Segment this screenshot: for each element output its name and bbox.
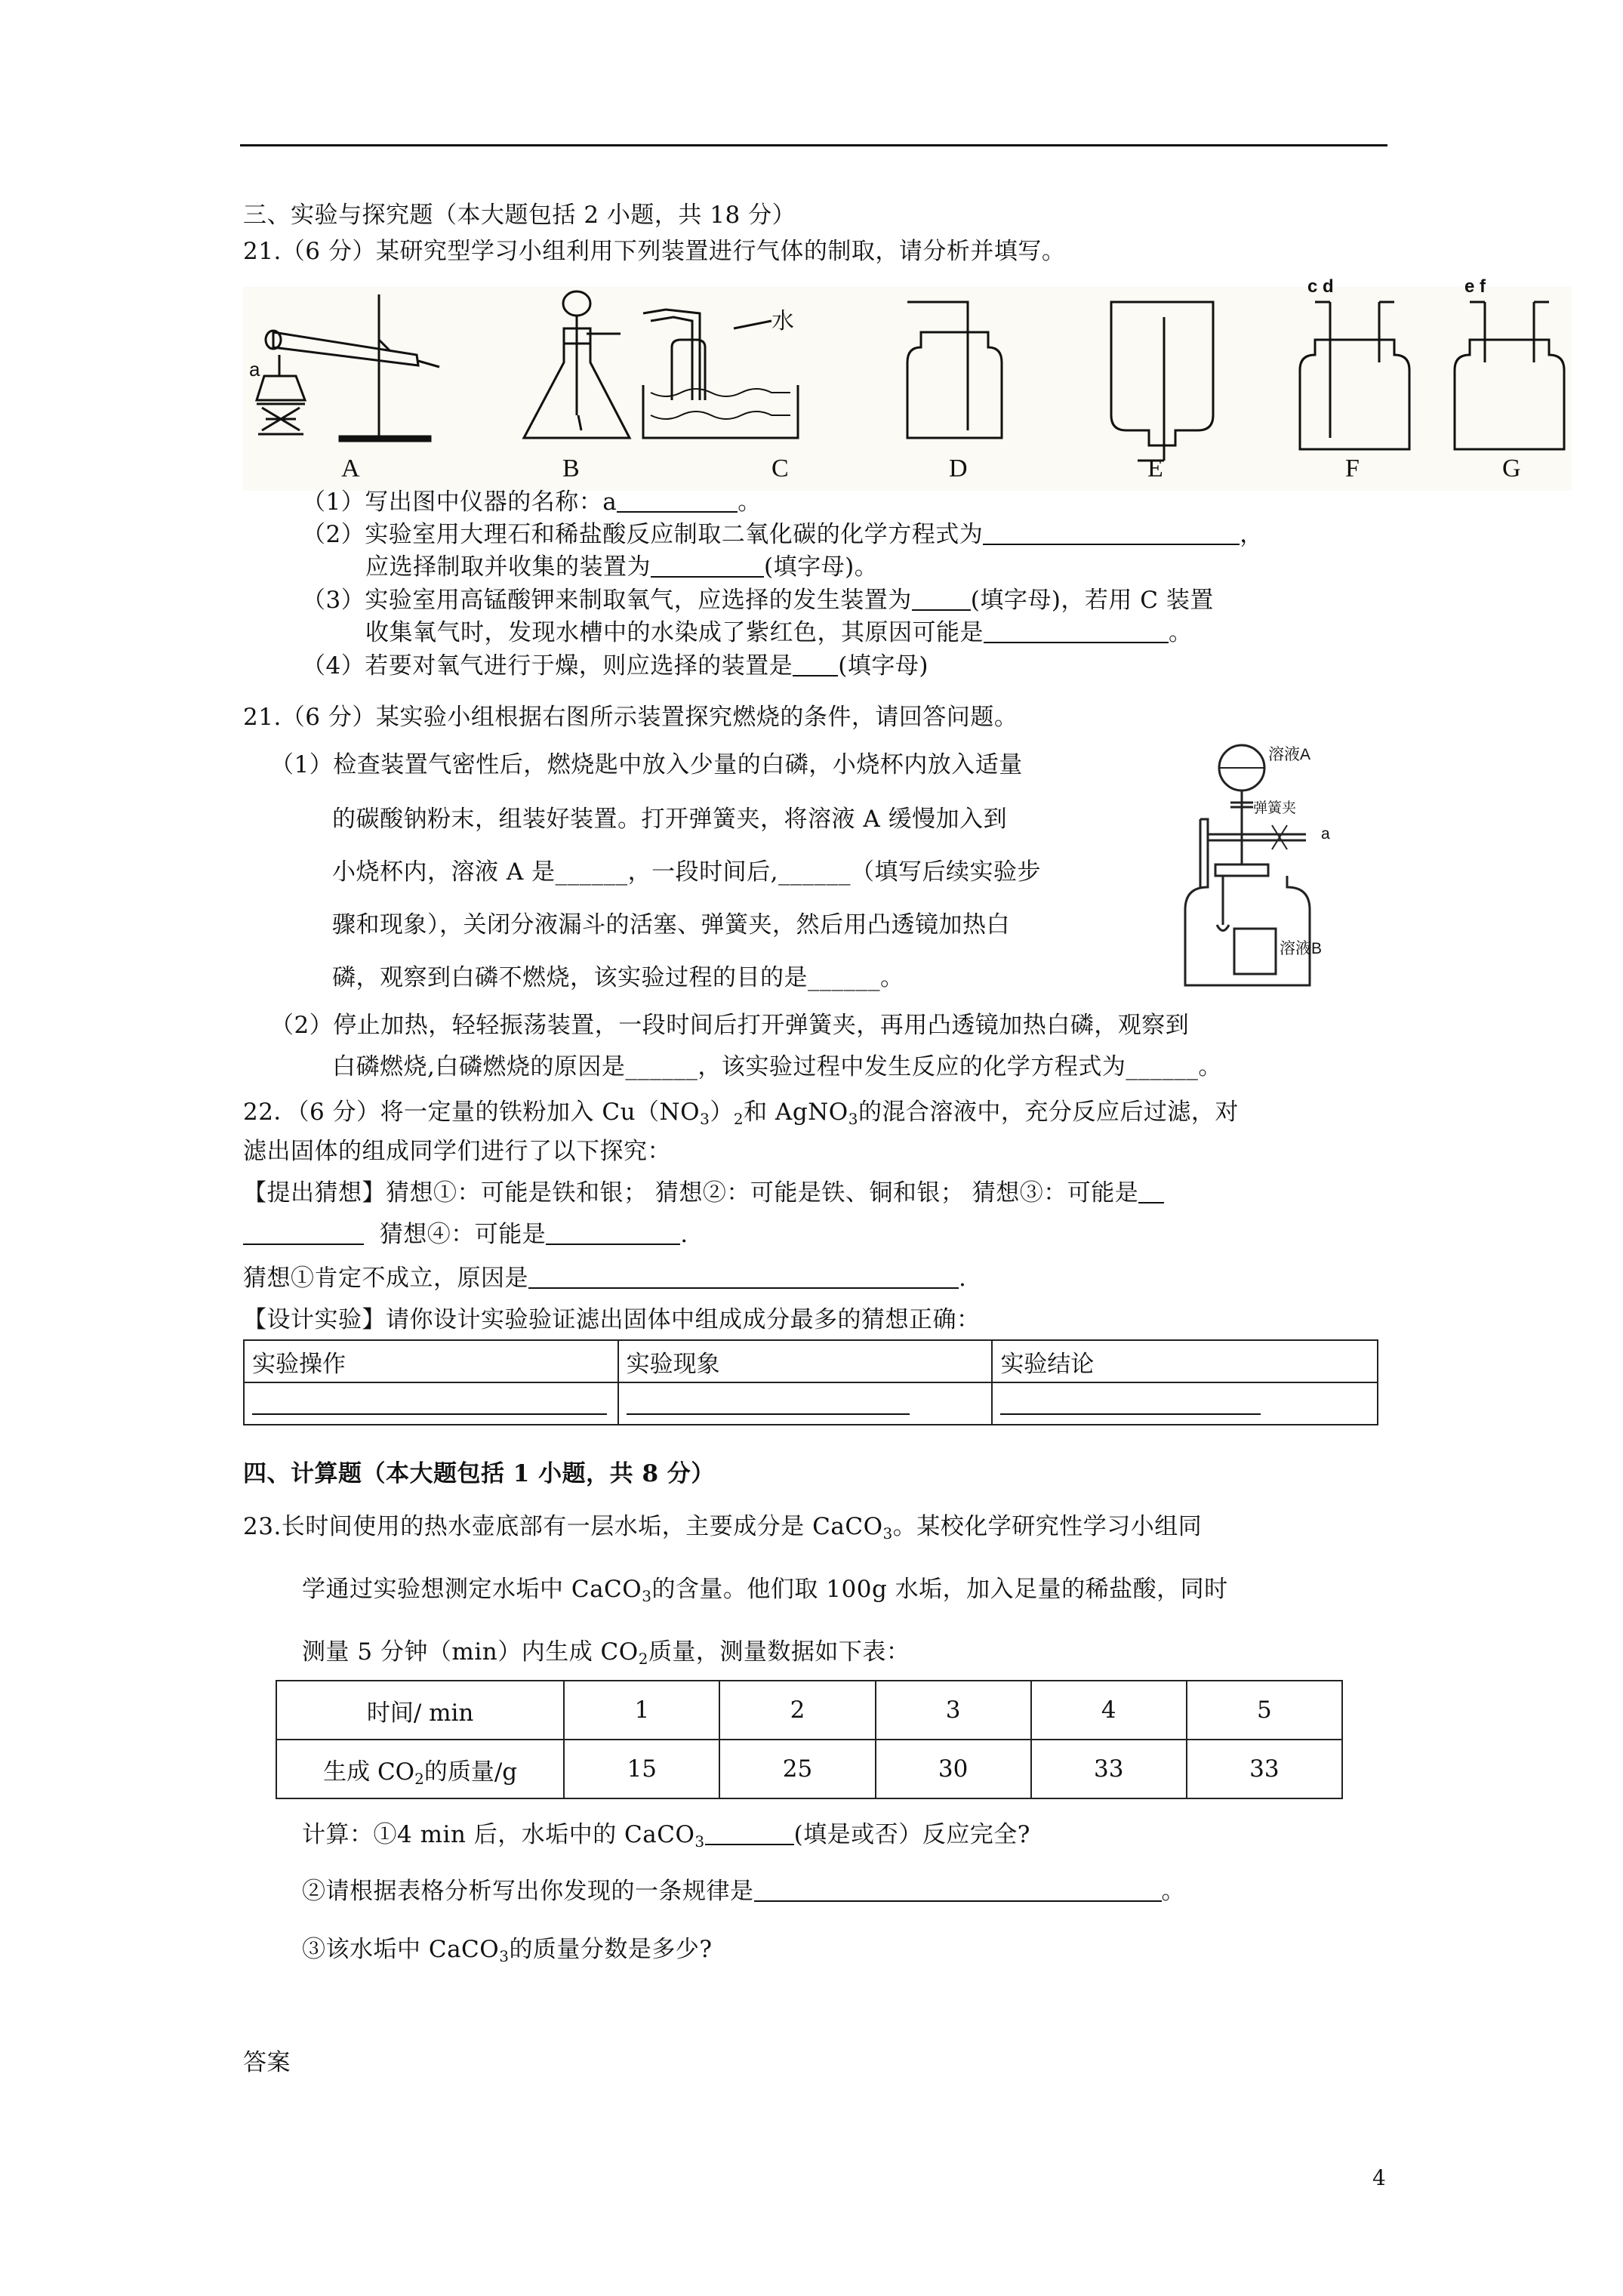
mass-cell: 15: [564, 1740, 719, 1798]
q21b-line4: 骤和现象），关闭分液漏斗的活塞、弹簧夹，然后用凸透镜加热白: [332, 911, 1010, 938]
blank: [617, 487, 738, 513]
page-number: 4: [1372, 2165, 1386, 2190]
q21a-part3a: （3）实验室用高锰酸钾来制取氧气，应选择的发生装置为 (填字母)，若用 C 装置: [302, 587, 1214, 614]
answer-label: 答案: [243, 2049, 291, 2076]
experiment-design-table: [243, 1339, 1378, 1425]
apparatus-b: [524, 291, 630, 438]
blank: [651, 552, 764, 578]
apparatus-e: [1111, 302, 1213, 461]
mass-cell: 33: [1031, 1740, 1187, 1798]
header-conclusion: 实验结论: [992, 1340, 1378, 1382]
blank: [705, 1820, 794, 1845]
q23-calc1: 计算：①4 min 后，水垢中的 CaCO$_3$ (填是或否）反应完全?: [302, 1821, 1030, 1851]
q23-line2: 学通过实验想测定水垢中 CaCO$_3$的含量。他们取 100g 水垢，加入足量的稀盐酸，同时: [302, 1576, 1228, 1605]
q21a-part2a: （2）实验室用大理石和稀盐酸反应制取二氧化碳的化学方程式为 ，: [302, 521, 1264, 548]
label-g: G: [1502, 455, 1521, 482]
q21b-line7: 白磷燃烧,白磷燃烧的原因是______，该实验过程中发生反应的化学方程式为______。: [332, 1053, 1222, 1080]
label-instrument-a: a: [249, 358, 260, 381]
label-a: A: [341, 455, 360, 482]
time-cell: 5: [1187, 1681, 1342, 1740]
q21b-line1: （1）检查装置气密性后，燃烧匙中放入少量的白磷，小烧杯内放入适量: [270, 751, 1023, 778]
mass-cell: 33: [1187, 1740, 1342, 1798]
blank: [912, 585, 971, 611]
cell-conclusion: [992, 1382, 1378, 1425]
apparatus-drawing: [243, 287, 1572, 491]
label-e: E: [1147, 455, 1163, 482]
q23-line3: 测量 5 分钟（min）内生成 $CO_2$质量，测量数据如下表：: [302, 1638, 910, 1668]
combustion-apparatus-figure: [1155, 736, 1412, 993]
label-ports-cd: c d: [1307, 276, 1334, 297]
blank: [983, 519, 1240, 545]
q21a-part3b: 收集氧气时，发现水槽中的水染成了紫红色，其原因可能是 。: [365, 619, 1193, 646]
blank: [252, 1389, 607, 1415]
time-header: 时间/ min: [276, 1681, 564, 1740]
solution-a-label: 溶液A: [1268, 746, 1311, 763]
blank: [754, 1876, 1162, 1902]
q21a-stem: 21.（6 分）某研究型学习小组利用下列装置进行气体的制取，请分析并填写。: [243, 238, 1066, 265]
label-f: F: [1345, 455, 1360, 482]
q21b-line5: 磷，观察到白磷不燃烧，该实验过程的目的是______。: [332, 964, 904, 991]
apparatus-g: [1455, 302, 1564, 449]
section4-heading: 四、计算题（本大题包括 1 小题，共 8 分）: [243, 1460, 715, 1487]
co2-data-table: [276, 1680, 1343, 1799]
blank: [528, 1263, 959, 1289]
apparatus-figure: [243, 276, 1572, 491]
solution-b-label: 溶液B: [1280, 940, 1323, 957]
q21b-line2: 的碳酸钠粉末，组装好装置。打开弹簧夹，将溶液 A 缓慢加入到: [332, 806, 1008, 833]
tube-a-label: a: [1321, 825, 1330, 843]
header-phenomenon: 实验现象: [618, 1340, 993, 1382]
q21b-stem: 21.（6 分）某实验小组根据右图所示装置探究燃烧的条件，请回答问题。: [243, 704, 1018, 731]
time-cell: 3: [876, 1681, 1031, 1740]
q22-line4: 猜想④：可能是 .: [243, 1219, 688, 1250]
blank: [793, 651, 838, 676]
label-water: 水: [771, 309, 794, 334]
label-b: B: [562, 455, 580, 482]
clip-label: 弹簧夹: [1253, 800, 1297, 816]
mass-header: 生成 $CO_2$的质量/g: [276, 1740, 564, 1798]
q23-calc3: ③该水垢中 CaCO$_3$的质量分数是多少?: [302, 1936, 713, 1965]
time-cell: 2: [719, 1681, 875, 1740]
time-cell: 4: [1031, 1681, 1187, 1740]
q21a-part1: （1）写出图中仪器的名称：a 。: [302, 488, 762, 516]
cell-operation: [244, 1382, 618, 1425]
label-c: C: [771, 455, 789, 482]
q22-line5: 猜想①肯定不成立，原因是 .: [243, 1265, 967, 1292]
mass-cell: 25: [719, 1740, 875, 1798]
label-d: D: [949, 455, 968, 482]
blank: [627, 1389, 910, 1415]
q22-line6: 【设计实验】请你设计实验验证滤出固体中组成成分最多的猜想正确：: [243, 1306, 981, 1333]
label-ports-ef: e f: [1464, 276, 1486, 297]
q21a-part2b: 应选择制取并收集的装置为 (填字母)。: [365, 553, 879, 581]
q22-line2: 滤出固体的组成同学们进行了以下探究：: [243, 1138, 671, 1165]
q22-line3: 【提出猜想】猜想①：可能是铁和银； 猜想②：可能是铁、铜和银； 猜想③：可能是: [243, 1178, 1164, 1208]
apparatus-d: [907, 302, 1002, 438]
time-cell: 1: [564, 1681, 719, 1740]
blank: [243, 1219, 364, 1245]
header-operation: 实验操作: [244, 1340, 618, 1382]
q21b-line6: （2）停止加热，轻轻振荡装置，一段时间后打开弹簧夹，再用凸透镜加热白磷，观察到: [270, 1012, 1190, 1039]
apparatus-f: [1300, 302, 1409, 449]
q23-calc2: ②请根据表格分析写出你发现的一条规律是 。: [302, 1878, 1185, 1905]
blank: [1000, 1389, 1261, 1415]
q23-line1: 23.长时间使用的热水壶底部有一层水垢，主要成分是 CaCO$_3$。某校化学研究性学习小组同: [243, 1513, 1203, 1542]
q21a-part4: （4）若要对氧气进行于燥，则应选择的装置是 (填字母): [302, 652, 929, 680]
header-rule: [240, 144, 1387, 146]
mass-cell: 30: [876, 1740, 1031, 1798]
cell-phenomenon: [618, 1382, 993, 1425]
q21b-line3: 小烧杯内，溶液 A 是______，一段时间后,______（填写后续实验步: [332, 858, 1041, 886]
q22-line1: 22．（6 分）将一定量的铁粉加入 $Cu(NO_3)_2$和 AgNO$_3$的混合溶液中，充分反应后过滤，对: [243, 1099, 1239, 1128]
section3-heading: 三、实验与探究题（本大题包括 2 小题，共 18 分）: [243, 202, 796, 229]
blank: [546, 1219, 680, 1245]
blank: [1138, 1178, 1164, 1203]
blank: [984, 618, 1169, 643]
apparatus-a: [257, 294, 439, 441]
